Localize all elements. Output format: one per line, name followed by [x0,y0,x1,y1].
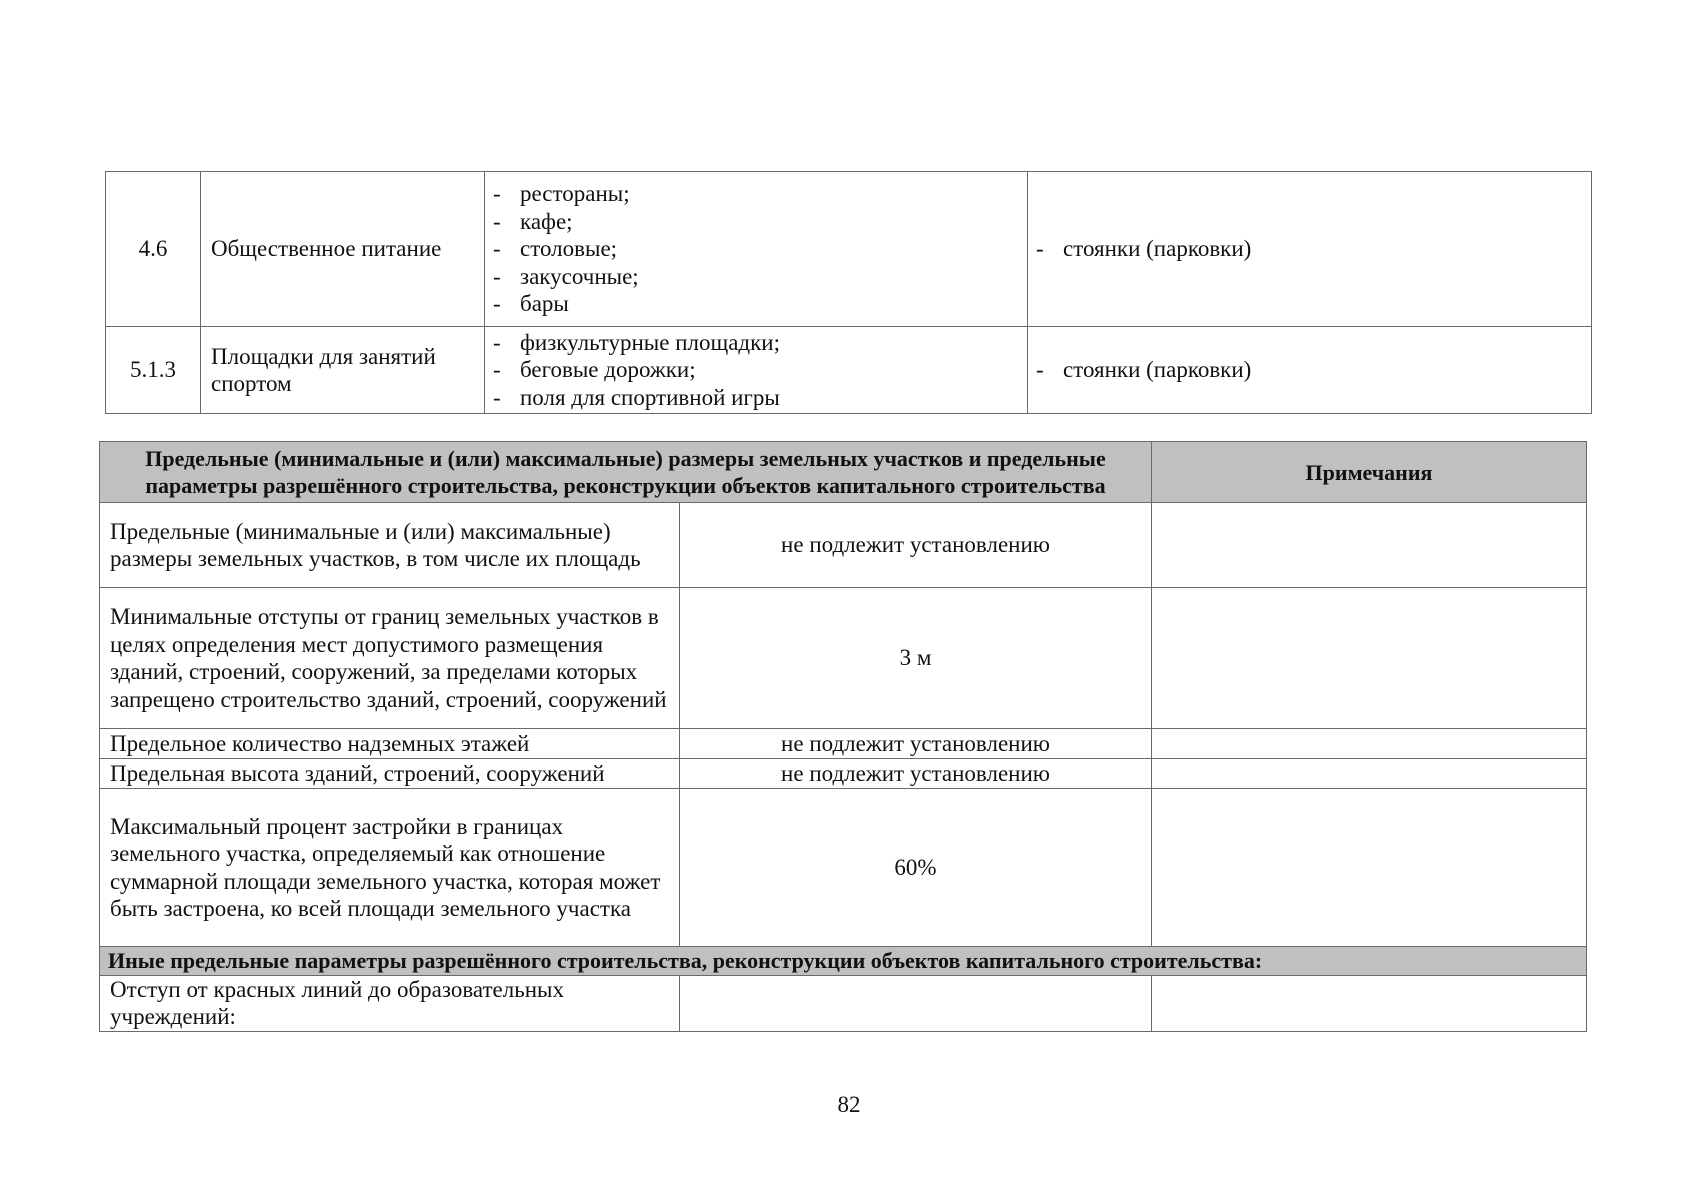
param-label: Минимальные отступы от границ земельных участков в целях определения мест допустимого размещения зданий, строений, сооружений, за пределами которых запрещено строительство зданий, строений, сооружений [100,588,680,729]
aux-uses-list [1028,235,1591,263]
main-uses-cell [485,327,1028,414]
param-note [1152,503,1587,588]
param-value: 3 м [680,588,1152,729]
param-value: не подлежит установлению [680,729,1152,759]
main-uses-cell [485,172,1028,327]
params-header: Предельные (минимальные и (или) максимальные) размеры земельных участков и предельные параметры разрешённого строительства, реконструкции объектов капитального строительства [100,442,1152,503]
param-value: не подлежит установлению [680,759,1152,789]
list-item: - стоянки (парковки) [1028,356,1591,384]
list-item: - рестораны; [485,180,1027,208]
param-note [1152,729,1587,759]
land-use-table [105,171,1592,414]
table-row [100,729,1587,759]
main-uses-list [485,180,1027,318]
list-item: - поля для спортивной игры [485,384,1027,412]
section-row [100,947,1587,976]
list-item: - стоянки (парковки) [1028,235,1591,263]
table-row [100,975,1587,1031]
use-code: 4.6 [106,172,201,327]
param-label: Предельная высота зданий, строений, сооружений [100,759,680,789]
table-row [106,172,1592,327]
param-label: Предельные (минимальные и (или) максимальные) размеры земельных участков, в том числе их площадь [100,503,680,588]
notes-header: Примечания [1152,442,1587,503]
aux-uses-cell [1028,172,1592,327]
table-row [100,759,1587,789]
list-item: - физкультурные площадки; [485,329,1027,357]
use-name: Общественное питание [201,172,485,327]
param-label: Отступ от красных линий до образовательных учреждений: [100,975,680,1031]
use-code: 5.1.3 [106,327,201,414]
list-item: - закусочные; [485,263,1027,291]
param-label: Предельное количество надземных этажей [100,729,680,759]
list-item: - беговые дорожки; [485,356,1027,384]
table-row [100,789,1587,947]
page-number: 82 [837,1092,861,1117]
list-item: - кафе; [485,208,1027,236]
table-row [106,327,1592,414]
param-value: 60% [680,789,1152,947]
main-uses-list [485,329,1027,412]
aux-uses-list [1028,356,1591,384]
parameters-table [99,441,1587,1032]
param-value: не подлежит установлению [680,503,1152,588]
list-item: - столовые; [485,235,1027,263]
param-note [1152,588,1587,729]
list-item: - бары [485,290,1027,318]
param-label: Максимальный процент застройки в границах земельного участка, определяемый как отношение суммарной площади земельного участка, которая может быть застроена, ко всей площади земельного участка [100,789,680,947]
table-header-row [100,442,1587,503]
section-title: Иные предельные параметры разрешённого строительства, реконструкции объектов капитального строительства: [100,947,1587,976]
param-note [1152,759,1587,789]
table-row [100,503,1587,588]
aux-uses-cell [1028,327,1592,414]
param-value [680,975,1152,1031]
param-note [1152,975,1587,1031]
table-row [100,588,1587,729]
param-note [1152,789,1587,947]
use-name: Площадки для занятий спортом [201,327,485,414]
